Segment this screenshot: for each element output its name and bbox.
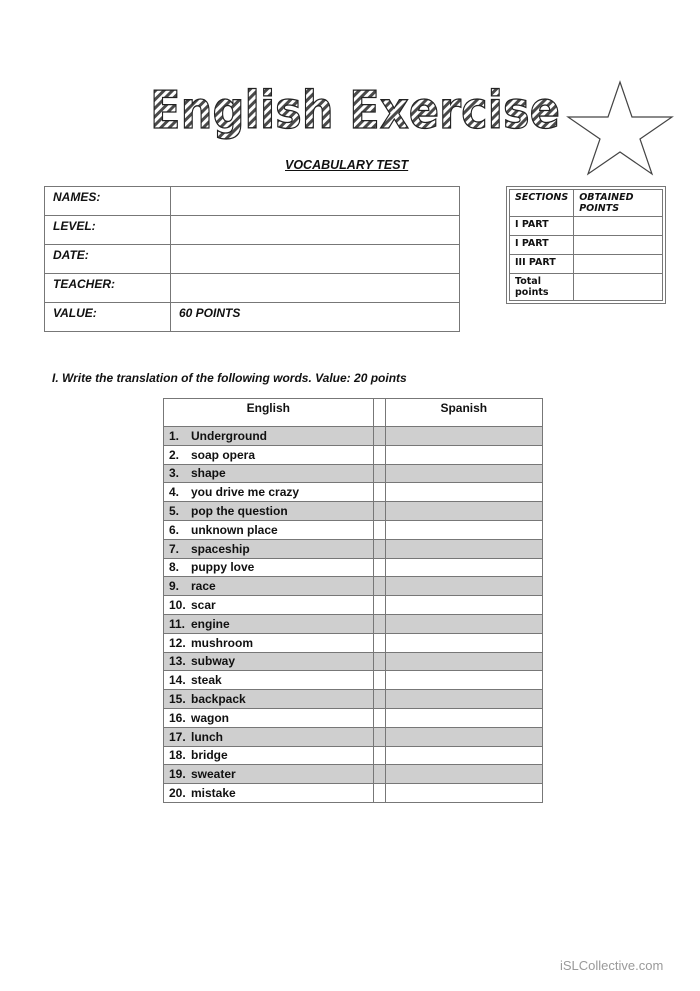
worksheet-title [140,70,570,150]
english-word: puppy love [191,560,255,575]
spanish-answer-field[interactable] [385,727,542,746]
english-word-cell [164,596,374,615]
section-points-field[interactable] [574,255,663,274]
section-label: I PART [510,236,574,255]
vocab-row [164,445,543,464]
spanish-answer-field[interactable] [385,502,542,521]
star-icon [565,80,675,176]
spacer-cell [373,539,385,558]
english-word-cell [164,539,374,558]
english-word: unknown place [191,522,278,537]
item-number: 9. [169,579,180,594]
spacer-column-header [373,399,385,427]
sections-header: SECTIONS [510,190,574,217]
vocab-row [164,784,543,803]
vocab-row [164,577,543,596]
spacer-cell [373,427,385,446]
vocab-row [164,464,543,483]
info-value-field[interactable] [171,187,460,216]
item-number: 12. [169,635,186,650]
info-row [45,245,460,274]
english-word: backpack [191,692,246,707]
english-word: spaceship [191,541,250,556]
english-word: subway [191,654,236,669]
info-label: NAMES: [45,187,171,216]
spanish-answer-field[interactable] [385,577,542,596]
spanish-answer-field[interactable] [385,765,542,784]
info-value-field[interactable] [171,274,460,303]
spacer-cell [373,520,385,539]
spanish-answer-field[interactable] [385,427,542,446]
english-column-header: English [164,399,374,427]
info-value-field[interactable] [171,245,460,274]
english-word: lunch [191,729,223,744]
spacer-cell [373,690,385,709]
spanish-answer-field[interactable] [385,464,542,483]
vocab-row [164,652,543,671]
section-label: III PART [510,255,574,274]
spacer-cell [373,765,385,784]
spanish-answer-field[interactable] [385,708,542,727]
english-word-cell [164,502,374,521]
info-value-field[interactable] [171,216,460,245]
section-points-field[interactable] [574,217,663,236]
english-word: shape [191,466,226,481]
title-text: English Exercise [150,81,560,141]
section-row [510,217,663,236]
item-number: 17. [169,729,186,744]
spanish-answer-field[interactable] [385,784,542,803]
spanish-answer-field[interactable] [385,671,542,690]
item-number: 15. [169,692,186,707]
english-word-cell [164,671,374,690]
spanish-answer-field[interactable] [385,445,542,464]
section-points-field[interactable] [574,236,663,255]
item-number: 4. [169,485,180,500]
english-word: wagon [191,710,229,725]
item-number: 6. [169,522,180,537]
english-word-cell [164,577,374,596]
item-number: 16. [169,710,186,725]
vocab-row [164,483,543,502]
english-word: sweater [191,767,236,782]
english-word: engine [191,616,230,631]
vocab-row [164,502,543,521]
spanish-answer-field[interactable] [385,483,542,502]
english-word-cell [164,690,374,709]
info-label: DATE: [45,245,171,274]
spacer-cell [373,614,385,633]
english-word-cell [164,727,374,746]
obtained-points-header: OBTAINED POINTS [574,190,663,217]
spacer-cell [373,671,385,690]
vocab-row [164,727,543,746]
info-row [45,216,460,245]
info-row [45,274,460,303]
sections-score-table [509,189,663,301]
spacer-cell [373,483,385,502]
english-word: scar [191,598,216,613]
english-word: pop the question [191,504,288,519]
english-word-cell [164,558,374,577]
english-word: steak [191,673,222,688]
english-word: mistake [191,786,236,801]
spacer-cell [373,746,385,765]
vocab-row [164,690,543,709]
english-word-cell [164,464,374,483]
english-word-cell [164,614,374,633]
spanish-answer-field[interactable] [385,746,542,765]
item-number: 10. [169,598,186,613]
spacer-cell [373,596,385,615]
sections-score-box [506,186,666,304]
vocab-row [164,539,543,558]
student-info-table [44,186,460,332]
item-number: 11. [169,616,186,631]
section-row [510,255,663,274]
english-word: bridge [191,748,228,763]
item-number: 13. [169,654,186,669]
spacer-cell [373,652,385,671]
item-number: 20. [169,786,186,801]
spanish-answer-field[interactable] [385,539,542,558]
english-word-cell [164,708,374,727]
vocab-row [164,708,543,727]
english-word-cell [164,520,374,539]
info-label: VALUE: [45,303,171,332]
vocab-row [164,520,543,539]
vocab-row [164,558,543,577]
vocab-row [164,427,543,446]
vocab-row [164,671,543,690]
english-word: you drive me crazy [191,485,300,500]
spanish-answer-field[interactable] [385,558,542,577]
item-number: 7. [169,541,180,556]
item-number: 18. [169,748,186,763]
vocabulary-table [163,398,543,803]
english-word: mushroom [191,635,254,650]
item-number: 5. [169,504,180,519]
english-word: race [191,579,216,594]
spacer-cell [373,727,385,746]
spacer-cell [373,633,385,652]
spacer-cell [373,445,385,464]
spanish-answer-field[interactable] [385,520,542,539]
item-number: 2. [169,447,180,462]
english-word-cell [164,746,374,765]
spanish-answer-field[interactable] [385,690,542,709]
watermark-footer: iSLCollective.com [560,958,664,973]
section-row [510,274,663,301]
spanish-answer-field[interactable] [385,633,542,652]
spacer-cell [373,708,385,727]
item-number: 19. [169,767,186,782]
spacer-cell [373,558,385,577]
spacer-cell [373,577,385,596]
vocab-row [164,633,543,652]
item-number: 1. [169,428,180,443]
english-word-cell [164,445,374,464]
english-word-cell [164,765,374,784]
info-label: LEVEL: [45,216,171,245]
item-number: 8. [169,560,180,575]
info-label: TEACHER: [45,274,171,303]
section-points-field[interactable] [574,274,663,301]
english-word-cell [164,633,374,652]
section-instruction: I. Write the translation of the following words. Value: 20 points [52,371,407,385]
english-word: Underground [191,428,267,443]
english-word-cell [164,784,374,803]
item-number: 14. [169,673,186,688]
spanish-answer-field[interactable] [385,614,542,633]
vocab-row [164,596,543,615]
subtitle: VOCABULARY TEST [285,158,409,172]
vocab-row [164,746,543,765]
info-row [45,187,460,216]
section-label: Total points [510,274,574,301]
section-row [510,236,663,255]
item-number: 3. [169,466,180,481]
vocab-row [164,765,543,784]
spanish-answer-field[interactable] [385,652,542,671]
english-word-cell [164,652,374,671]
spacer-cell [373,464,385,483]
spacer-cell [373,502,385,521]
english-word: soap opera [191,447,256,462]
info-value-field[interactable]: 60 POINTS [171,303,460,332]
vocab-row [164,614,543,633]
english-word-cell [164,427,374,446]
english-word-cell [164,483,374,502]
info-row [45,303,460,332]
section-label: I PART [510,217,574,236]
spacer-cell [373,784,385,803]
spanish-column-header: Spanish [385,399,542,427]
spanish-answer-field[interactable] [385,596,542,615]
